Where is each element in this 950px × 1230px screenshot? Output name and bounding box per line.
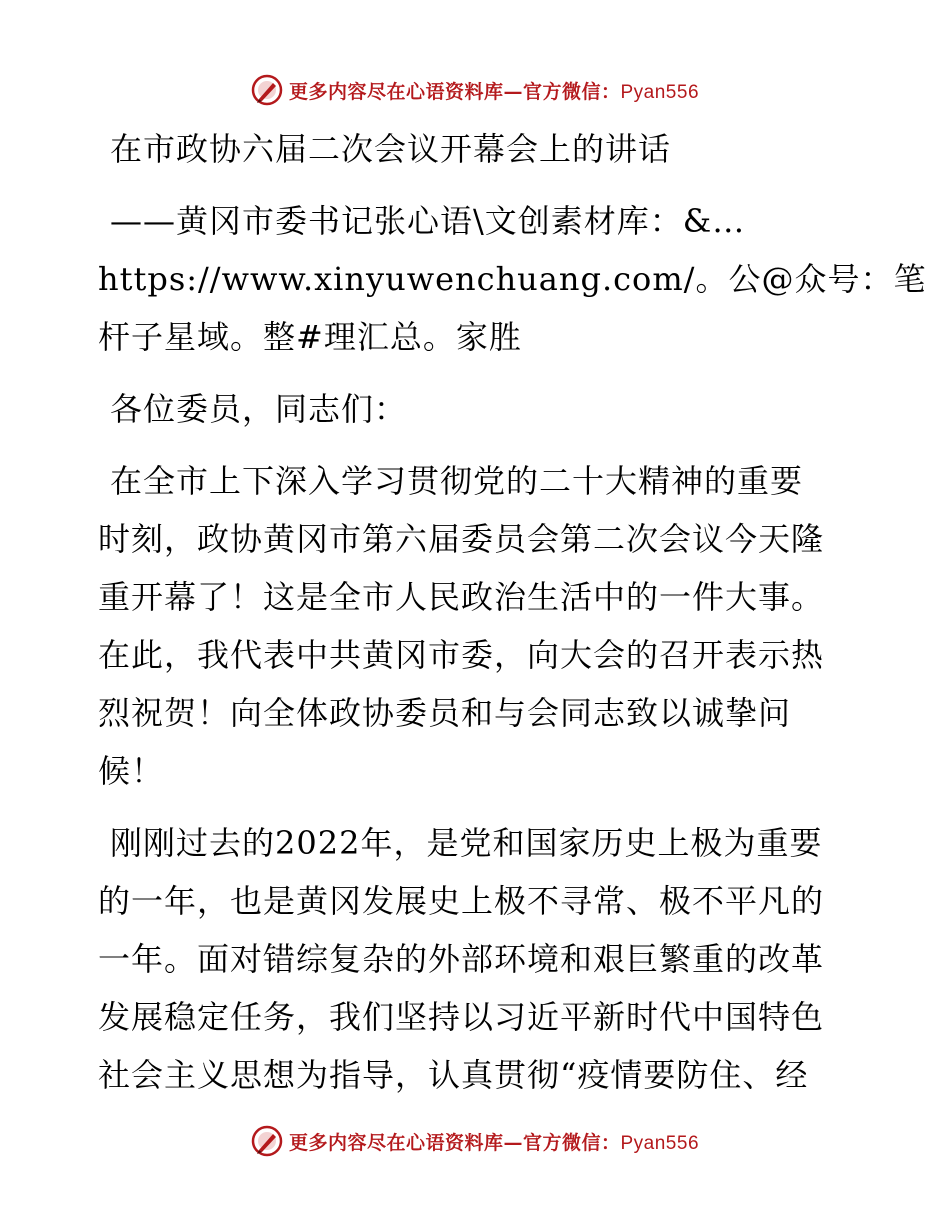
paragraph-line: 烈祝贺！向全体政协委员和与会同志致以诚挚问 bbox=[98, 694, 792, 732]
paragraph-line: 社会主义思想为指导，认真贯彻“疫情要防住、经 bbox=[98, 1056, 809, 1094]
watermark-contact-id: Pyan556 bbox=[620, 81, 700, 103]
paragraph-2 bbox=[98, 814, 858, 1104]
pen-logo-icon bbox=[251, 1125, 283, 1157]
paragraph-line: 发展稳定任务，我们坚持以习近平新时代中国特色 bbox=[98, 998, 825, 1036]
document-title: 在市政协六届二次会议开幕会上的讲话 bbox=[110, 130, 672, 168]
paragraph-line: 在此，我代表中共黄冈市委，向大会的召开表示热 bbox=[98, 636, 825, 674]
greeting: 各位委员，同志们： bbox=[110, 390, 408, 428]
paragraph-line: 重开幕了！这是全市人民政治生活中的一件大事。 bbox=[98, 578, 825, 616]
watermark-contact-id: Pyan556 bbox=[620, 1132, 700, 1154]
paragraph-line: 时刻，政协黄冈市第六届委员会第二次会议今天隆 bbox=[98, 520, 825, 558]
paragraph-line: 一年。面对错综复杂的外部环境和艰巨繁重的改革 bbox=[98, 940, 825, 978]
subtitle-line: https://www.xinyuwenchuang.com/。公@众号：笔 bbox=[98, 260, 927, 298]
pen-logo-icon bbox=[251, 74, 283, 106]
subtitle-line: ——黄冈市委书记张心语\文创素材库：&… bbox=[110, 202, 746, 240]
paragraph-line: 刚刚过去的2022年，是党和国家历史上极为重要 bbox=[110, 824, 823, 862]
paragraph-line: 在全市上下深入学习贯彻党的二十大精神的重要 bbox=[110, 462, 804, 500]
paragraph-1 bbox=[98, 452, 858, 800]
watermark-banner-bottom bbox=[0, 1121, 950, 1161]
watermark-banner-top bbox=[0, 70, 950, 110]
paragraph-line: 的一年，也是黄冈发展史上极不寻常、极不平凡的 bbox=[98, 882, 825, 920]
watermark-text: 更多内容尽在心语资料库—官方微信：Pyan556 bbox=[288, 1131, 700, 1154]
document-body bbox=[98, 120, 927, 1104]
watermark-text: 更多内容尽在心语资料库—官方微信：Pyan556 bbox=[288, 80, 700, 103]
subtitle-block bbox=[98, 192, 927, 366]
subtitle-line: 杆子星域。整#理汇总。家胜 bbox=[98, 318, 522, 356]
paragraph-line: 候！ bbox=[98, 752, 165, 790]
